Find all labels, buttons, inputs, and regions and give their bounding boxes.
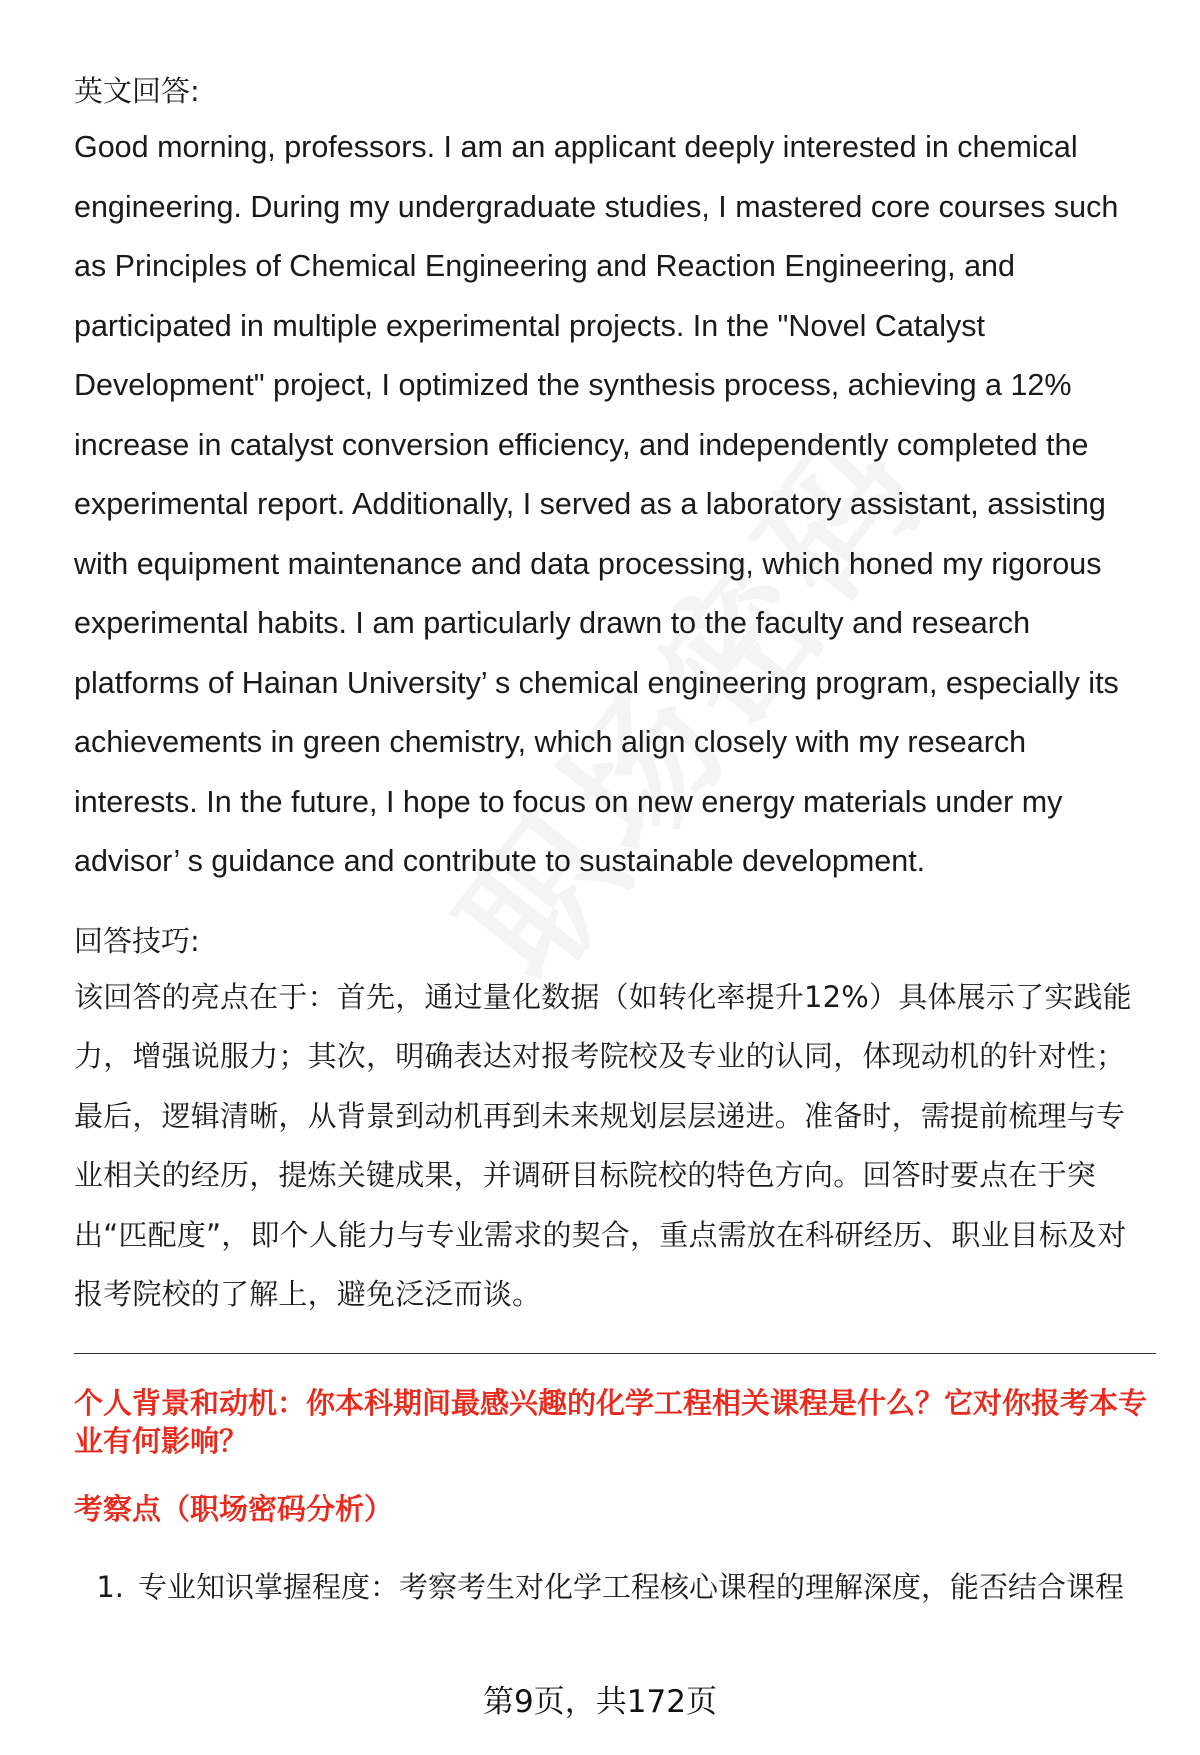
section-divider [74, 1353, 1156, 1354]
page-number: 第9页，共172页 [483, 1684, 717, 1720]
list-item-number: 1. [96, 1569, 124, 1604]
assessment-subheading: 考察点（职场密码分析） [74, 1491, 394, 1526]
list-item-text: 专业知识掌握程度：考察考生对化学工程核心课程的理解深度，能否结合课程 [138, 1569, 1125, 1604]
tips-text: 该回答的亮点在于：首先，通过量化数据（如转化率提升12%）具体展示了实践能力，增强说服力；其次，明确表达对报考院校及专业的认同，体现动机的针对性；最后，逻辑清晰，从背景到动机再到未来规划层层递进。准备时，需提前梳理与专业相关的经历，提炼关键成果，并调研目标院校的特色方向。回答时要点在于突出“匹配度”，即个人能力与专业需求的契合，重点需放在科研经历、职业目标及对报考院校的了解上，避免泛泛而谈。 [74, 979, 1132, 1311]
page-content [74, 64, 1154, 1614]
list-item [74, 1560, 1154, 1614]
english-answer-text: Good morning, professors. I am an applicant deeply interested in chemical engineering. During my undergraduate studies, I mastered core courses such as Principles of Chemical Engineering and Reaction Engineering, and participated in multiple experimental projects. In the "Novel Catalyst Development" project, I optimized the synthesis process, achieving a 12% increase in catalyst conversion efficiency, and independently completed the experimental report. Additionally, I served as a laboratory assistant, assisting with equipment maintenance and data processing, which honed my rigorous experimental habits. I am particularly drawn to the faculty and research platforms of Hainan University’ s chemical engineering program, especially its achievements in green chemistry, which align closely with my research interests. In the future, I hope to focus on new energy materials under my advisor’ s guidance and contribute to sustainable development. [74, 130, 1119, 878]
assessment-list [74, 1560, 1154, 1614]
question-heading: 个人背景和动机：你本科期间最感兴趣的化学工程相关课程是什么？它对你报考本专业有何影响？ [74, 1385, 1148, 1458]
tips-label: 回答技巧: [74, 923, 200, 958]
english-answer-label: 英文回答: [74, 74, 200, 108]
